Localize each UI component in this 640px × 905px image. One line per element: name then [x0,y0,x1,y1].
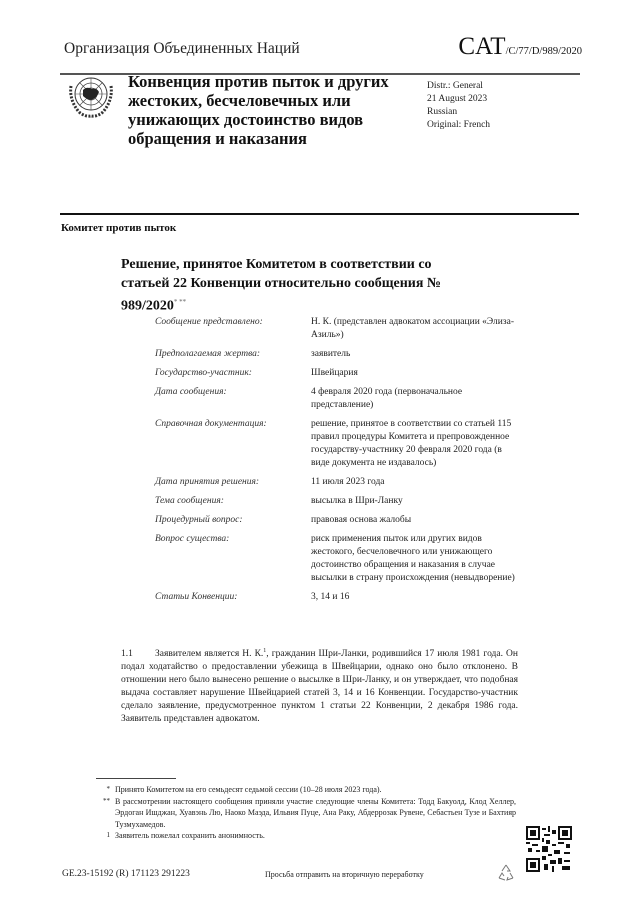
meta-label: Тема сообщения: [155,496,224,506]
meta-label: Сообщение представлено: [155,317,263,327]
committee-name: Комитет против пыток [61,222,177,234]
decision-title-text: Решение, принятое Комитетом в соответствии со статьей 22 Конвенции относительно сообщения № 989/2020 [121,257,441,314]
meta-row [155,514,525,527]
distribution-line: Distr.: General [427,81,483,91]
footnote-text: В рассмотрении настоящего сообщения приняли участие следующие члены Комитета: Тодд Бакуолд, Клод Хеллер, Эрдоган Ишджан, Хуавэнь Лю, Наоко Маэда, Ильвия Пуце, Ана Раку, Абдеррозак Рувене, Себастьен Тузе и Бахтияр Тузмухамедов. [115,796,516,829]
symbol-rest: /C/77/D/989/2020 [505,46,582,57]
convention-title: Конвенция против пыток и других жестоких, бесчеловечных или унижающих достоинство видов обращения и наказания [128,72,389,148]
meta-label: Справочная документация: [155,419,267,429]
meta-value: риск применения пыток или других видов жестокого, бесчеловечного или унижающего достоинство обращения и наказания в случае высылки в страну происхождения (невыдворение) [311,534,515,583]
footnote-mark: ** [103,796,110,805]
meta-value: 11 июля 2023 года [311,477,385,487]
footnote [96,784,516,796]
qr-code-icon [526,826,572,872]
footnote-text: Заявитель пожелал сохранить анонимность. [115,831,265,840]
meta-value: правовая основа жалобы [311,515,412,525]
decision-title-footnote-marks[interactable]: * ** [173,298,187,306]
meta-label: Процедурный вопрос: [155,515,243,525]
footnote-text: Принято Комитетом на его семьдесят седьмой сессии (10–28 июля 2023 года). [115,785,382,794]
paragraph-text-before: Заявителем является Н. К. [155,649,264,660]
meta-label: Дата сообщения: [155,387,227,397]
meta-value: высылка в Шри-Ланку [311,496,403,506]
meta-row [155,348,525,361]
footnote-mark: * [106,785,110,793]
organization-name: Организация Объединенных Наций [64,40,300,57]
meta-row [155,418,525,470]
meta-label: Государство-участник: [155,368,252,378]
section-rule [60,213,579,215]
meta-row [155,591,525,604]
meta-value: 3, 14 и 16 [311,592,350,602]
meta-label: Статьи Конвенции: [155,592,238,602]
symbol-main: CAT [458,33,506,60]
footnote-ref[interactable]: 1 [263,648,267,654]
footnote-mark: 1 [106,831,110,839]
meta-value: решение, принятое в соответствии со статьей 115 правил процедуры Комитета и препровожденное государству-участнику 20 февраля 2020 года (в виде документа не издавалось) [311,419,512,468]
meta-row [155,476,525,489]
meta-value: 4 февраля 2020 года (первоначальное представление) [311,387,463,410]
document-symbol [458,33,582,61]
paragraph-number: 1.1 [121,649,133,660]
decision-title [121,255,481,316]
meta-value: заявитель [311,349,351,359]
original-language-line: Original: French [427,120,491,130]
footnote [96,830,516,842]
un-emblem-icon [65,70,117,122]
distribution-info [427,80,490,132]
job-number: GE.23-15192 (R) 171123 291223 [62,869,190,879]
meta-row [155,495,525,508]
meta-value: Н. К. (представлен адвокатом ассоциации «Элиза-Азиль») [311,317,515,340]
meta-row [155,316,525,342]
paragraph-1-1 [121,645,518,726]
meta-row [155,386,525,412]
meta-row [155,367,525,380]
paragraph-text-after: , гражданин Шри-Ланки, родившийся 17 июля 1981 года. Он подал ходатайство о предоставлении убежища в Швейцарии, однако оно было отклонено. В отношении него было вынесено решение о высылке в Шри-Ланку, и он утверждает, что подобная выдача составляет нарушение Швейцарией статей 3, 14 и 16 Конвенции. Государство-участник сделало заявление, предусмотренное пунктом 1 статьи 22 Конвенции, 2 декабря 1986 года. Заявитель представлен адвокатом. [121,649,518,725]
language-line: Russian [427,107,458,117]
footnote-rule [96,778,176,779]
meta-label: Вопрос существа: [155,534,230,544]
meta-row [155,533,525,585]
meta-label: Дата принятия решения: [155,477,260,487]
footnote [96,796,516,831]
recycle-icon [496,863,516,883]
meta-value: Швейцария [311,368,358,378]
metadata-table [155,316,525,610]
footnotes [96,784,516,842]
date-line: 21 August 2023 [427,94,488,104]
recycle-text: Просьба отправить на вторичную переработку [265,870,424,879]
meta-label: Предполагаемая жертва: [155,349,261,359]
